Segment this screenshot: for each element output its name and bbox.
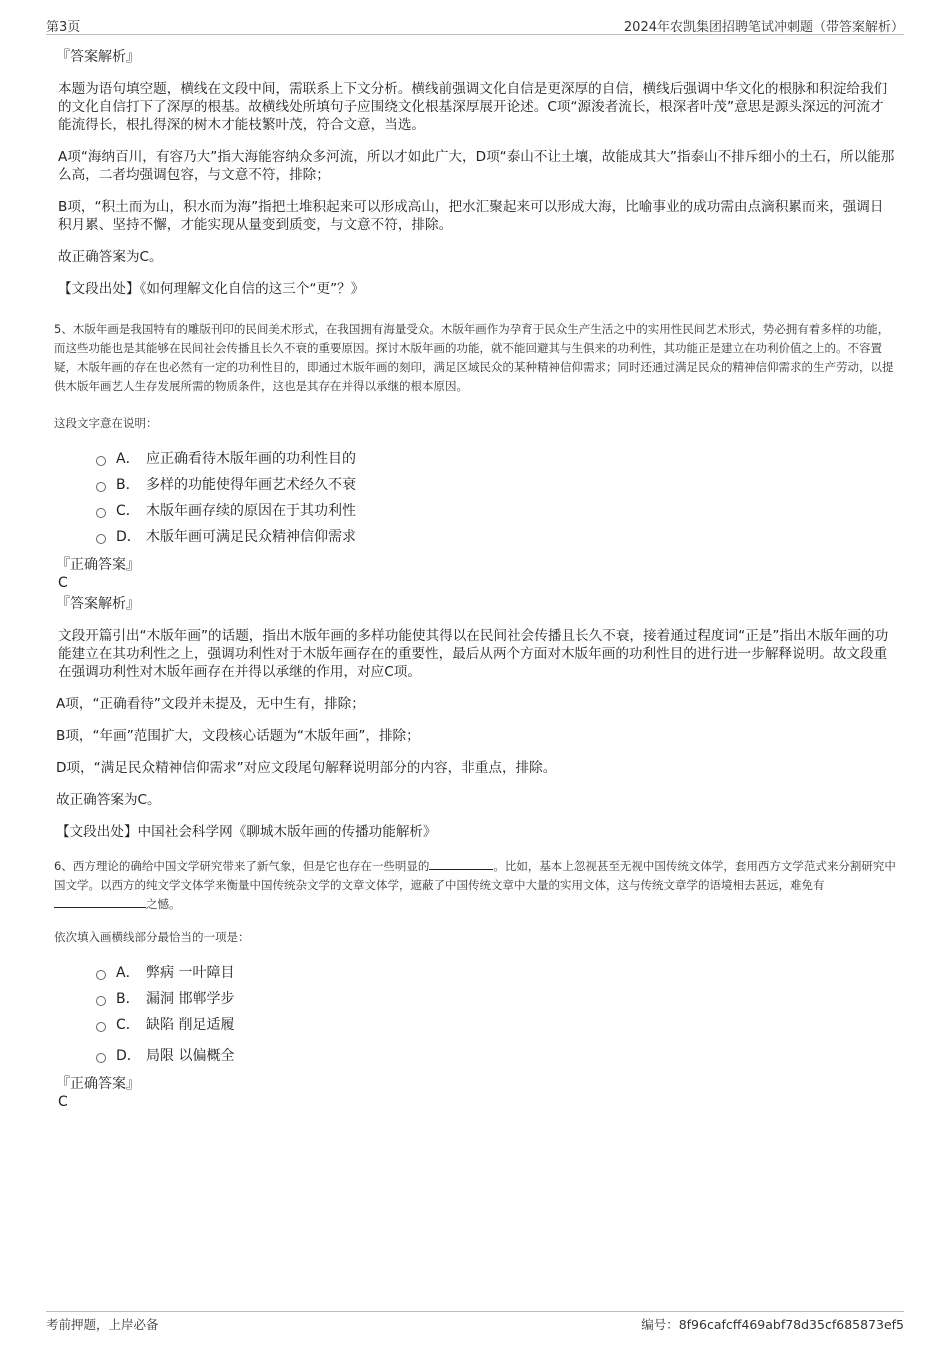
footer-slogan: 考前押题，上岸必备 (46, 1317, 159, 1332)
page-footer (46, 1311, 904, 1332)
q5-option-c[interactable]: C． 木版年画存续的原因在于其功利性 (96, 498, 896, 524)
q6-option-a[interactable]: A． 弊病 一叶障目 (96, 960, 896, 986)
q4-source: 【文段出处】《如何理解文化自信的这三个“更”？》 (58, 281, 365, 297)
q6-option-c[interactable]: C． 缺陷 削足适履 (96, 1012, 896, 1038)
radio-icon[interactable] (96, 508, 106, 518)
radio-icon[interactable] (96, 996, 106, 1006)
q6-text: 6、西方理论的确给中国文学研究带来了新气象，但是它也存在一些明显的 。比如，基本上忽视甚至无视中国传统文体学，套用西方文学范式来分割研究中国文学。以西方的纯文学文体学来衡量中国传统杂文学的文章文体学，遮蔽了中国传统文章中大量的实用文体，这与传统文章学的语境相去甚远，难免有之憾。 (54, 859, 896, 911)
blank-2 (54, 895, 146, 908)
q6-option-b[interactable]: B． 漏洞 邯郸学步 (96, 986, 896, 1012)
q5-text: 5、木版年画是我国特有的雕版刊印的民间美术形式，在我国拥有海量受众。木版年画作为孕育于民众生产生活之中的实用性民间艺术形式，势必拥有着多样的功能，而这些功能也是其能够在民间社会传播且长久不衰的重要原因。探讨木版年画的功能，就不能回避其与生俱来的功利性，其功能正是建立在功利价值之上的。不容置疑，木版年画的存在也必然有一定的功利性目的，即通过木版年画的刻印，满足区域民众的某种精神信仰需求；同时还通过满足民众的精神信仰需求的生产劳动，以提供木版年画艺人生存发展所需的物质条件，这也是其存在并得以承继的根本原因。 (54, 322, 894, 393)
q5-analysis-p3: B项，“年画”范围扩大，文段核心话题为“木版年画”，排除； (56, 728, 420, 744)
radio-icon[interactable] (96, 456, 106, 466)
radio-icon[interactable] (96, 1022, 106, 1032)
q6-prompt: 依次填入画横线部分最恰当的一项是： (54, 930, 250, 944)
q5-options (56, 446, 896, 550)
radio-icon[interactable] (96, 534, 106, 544)
radio-icon[interactable] (96, 970, 106, 980)
q5-option-d[interactable]: D． 木版年画可满足民众精神信仰需求 (96, 524, 896, 550)
q5-answer: C (58, 575, 68, 591)
q6-answer-label: 『正确答案』 (56, 1076, 140, 1092)
q6-option-d[interactable]: D． 局限 以偏概全 (96, 1043, 896, 1069)
q6-answer: C (58, 1094, 68, 1110)
radio-icon[interactable] (96, 1053, 106, 1063)
q5-answer-label: 『正确答案』 (56, 557, 140, 573)
q5-option-a[interactable]: A． 应正确看待木版年画的功利性目的 (96, 446, 896, 472)
q5-analysis-p4: D项，“满足民众精神信仰需求”对应文段尾句解释说明部分的内容，非重点，排除。 (56, 760, 557, 776)
page-number: 第3页 (46, 20, 81, 35)
q5-source: 【文段出处】中国社会科学网《聊城木版年画的传播功能解析》 (56, 824, 437, 840)
footer-serial: 编号：8f96cafcff469abf78d35cf685873ef5 (641, 1317, 904, 1332)
q5-analysis-p5: 故正确答案为C。 (56, 792, 161, 808)
q4-analysis-label: 『答案解析』 (56, 49, 140, 65)
q4-analysis-p1: 本题为语句填空题，横线在文段中间，需联系上下文分析。横线前强调文化自信是更深厚的自信，横线后强调中华文化的根脉和积淀给我们的文化自信打下了深厚的根基。故横线处所填句子应围绕文化根基深厚展开论述。C项“源浚者流长，根深者叶茂”意思是源头深远的河流才能流得长，根扎得深的树木才能枝繁叶茂，符合文意，当选。 (58, 81, 888, 133)
q4-analysis-p2: A项“海纳百川，有容乃大”指大海能容纳众多河流，所以才如此广大，D项“泰山不让土壤，故能成其大”指泰山不排斥细小的土石，所以能那么高，二者均强调包容，与文意不符，排除； (58, 149, 895, 183)
q5-analysis-label: 『答案解析』 (56, 596, 140, 612)
q5-analysis-p2: A项，“正确看待”文段并未提及，无中生有，排除； (56, 696, 365, 712)
document-title: 2024年农凯集团招聘笔试冲刺题（带答案解析） (623, 20, 904, 35)
q5-option-b[interactable]: B． 多样的功能使得年画艺术经久不衰 (96, 472, 896, 498)
q4-analysis-p3: B项，“积土而为山，积水而为海”指把土堆积起来可以形成高山，把水汇聚起来可以形成大海，比喻事业的成功需由点滴积累而来，强调日积月累、坚持不懈，才能实现从量变到质变，与文意不符，排除。 (58, 199, 884, 233)
q5-analysis-p1: 文段开篇引出“木版年画”的话题，指出木版年画的多样功能使其得以在民间社会传播且长久不衰，接着通过程度词“正是”指出木版年画的功能建立在其功利性之上，强调功利性对于木版年画存在的重要性，最后从两个方面对木版年画的功利性目的进行进一步解释说明。故文段重在强调功利性对木版年画存在并得以承继的作用，对应C项。 (58, 628, 889, 680)
q4-analysis-p4: 故正确答案为C。 (58, 249, 163, 265)
page-content (56, 48, 896, 1111)
blank-1 (429, 857, 493, 870)
page-header (46, 12, 904, 35)
q5-prompt: 这段文字意在说明： (54, 416, 158, 430)
q6-options (56, 960, 896, 1069)
radio-icon[interactable] (96, 482, 106, 492)
